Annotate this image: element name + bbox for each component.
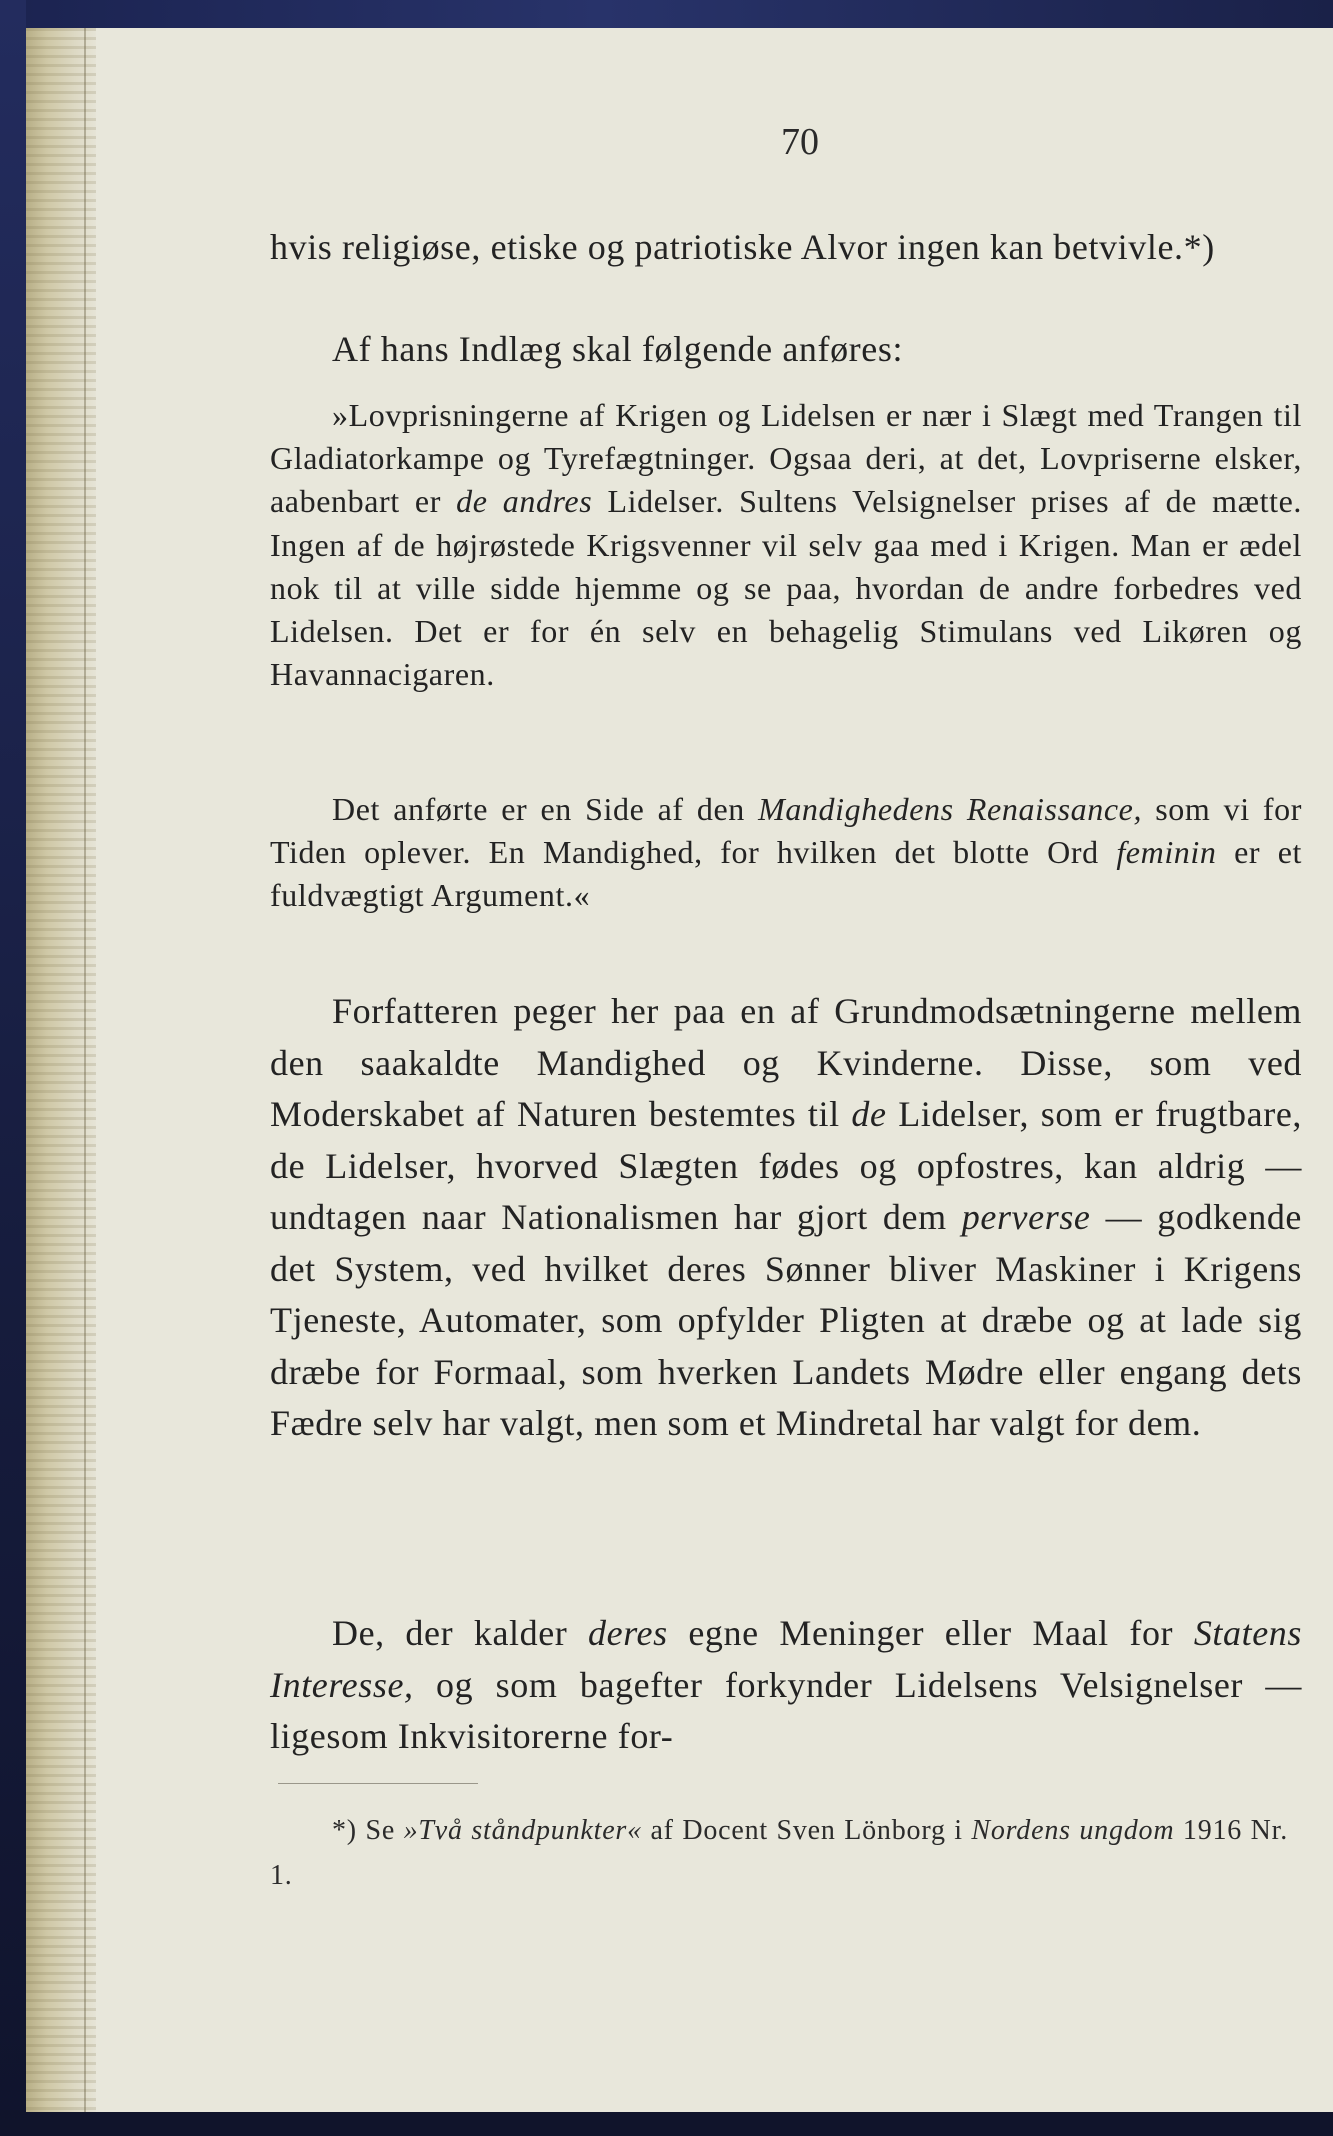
footnote-title: »Två ståndpunkter«: [403, 1815, 642, 1846]
footnote-text-b: af Docent Sven Lönborg i: [641, 1815, 972, 1846]
main-p1-emphasis: de: [851, 1094, 887, 1134]
main-p2-emphasis-2: Statens Interesse,: [270, 1613, 1303, 1705]
gutter-fold-line: [84, 28, 86, 2112]
main-p1-emphasis-2: perverse: [961, 1197, 1091, 1237]
quote-paragraph-1: [270, 394, 1302, 696]
main-paragraph-2: [270, 1608, 1302, 1763]
book-cover-bottom-edge: [0, 2110, 1333, 2136]
footnote-text-a: Se: [356, 1815, 404, 1846]
main-p1-text-c: — godkende det System, ved hvilket deres Sønner bliver Maskiner i Krigens Tjeneste, Automater, som opfylder Pligten at dræbe og at lade sig dræbe for Formaal, som hverken Landets Mødre eller engang dets Fædre selv har valgt, men som et Mindretal har valgt for dem.: [270, 1197, 1302, 1443]
footnote-marker: *): [332, 1815, 357, 1846]
quote-p2-text-a: Det anførte er en Side af den: [332, 791, 759, 827]
footnote-journal: Nordens ungdom: [971, 1815, 1175, 1846]
quote-p1-emphasis: de andres: [456, 483, 593, 520]
quote-p2-emphasis-2: feminin: [1116, 834, 1217, 871]
quote-p2-text-c: er et fuldvægtigt Argument.«: [270, 834, 1302, 914]
quote-p1-text-a: »Lovprisningerne af Krigen og Lidelsen er nær i Slægt med Trangen til Gladiatorkampe og Tyrefægtninger. Ogsaa deri, at det, Lovpriserne elsker, aabenbart er: [270, 397, 1302, 520]
footnote-text-c: 1916 Nr. 1.: [270, 1815, 1289, 1891]
main-p1-text-a: Forfatteren peger her paa en af Grundmodsætningerne mellem den saakaldte Mandighed og Kvinderne. Disse, som ved Moderskabet af Naturen bestemtes til: [270, 991, 1302, 1134]
intro-lead-in: Af hans Indlæg skal følgende anføres:: [332, 329, 904, 369]
intro-continuation: hvis religiøse, etiske og patriotiske Alvor ingen kan betvivle.*): [270, 227, 1215, 267]
page-number: 70: [781, 121, 819, 163]
main-p2-text-c: og som bagefter forkynder Lidelsens Velsignelser — ligesom Inkvisitorerne for-: [270, 1664, 1302, 1756]
main-p1-text-b: Lidelser, som er frugtbare, de Lidelser, hvorved Slægten fødes og opfostres, kan aldrig — undtagen naar Nationalismen har gjort dem: [270, 1094, 1302, 1237]
main-paragraph-1: [270, 986, 1302, 1450]
book-cover-left-edge: [0, 0, 26, 2136]
main-p2-text-a: De, der kalder: [332, 1613, 589, 1653]
quote-p1-text-b: Lidelser. Sultens Velsignelser prises af de mætte. Ingen af de højrøstede Krigsvenner vil selv gaa med i Krigen. Man er ædel nok til at ville sidde hjemme og se paa, hvordan de andre forbedres ved Lidelsen. Det er for én selv en behagelig Stimulans ved Likøren og Havannacigaren.: [270, 483, 1302, 693]
footnote: [270, 1808, 1288, 1898]
main-p2-emphasis: deres: [588, 1613, 668, 1653]
footnote-divider: [278, 1783, 478, 1784]
quote-paragraph-2: [270, 788, 1302, 918]
quote-p2-emphasis: Mandighedens Renaissance,: [758, 791, 1143, 827]
quote-p2-text-b: som vi for Tiden oplever. En Mandighed, for hvilken det blotte Ord: [270, 791, 1303, 871]
main-p2-text-b: egne Meninger eller Maal for: [667, 1613, 1194, 1653]
